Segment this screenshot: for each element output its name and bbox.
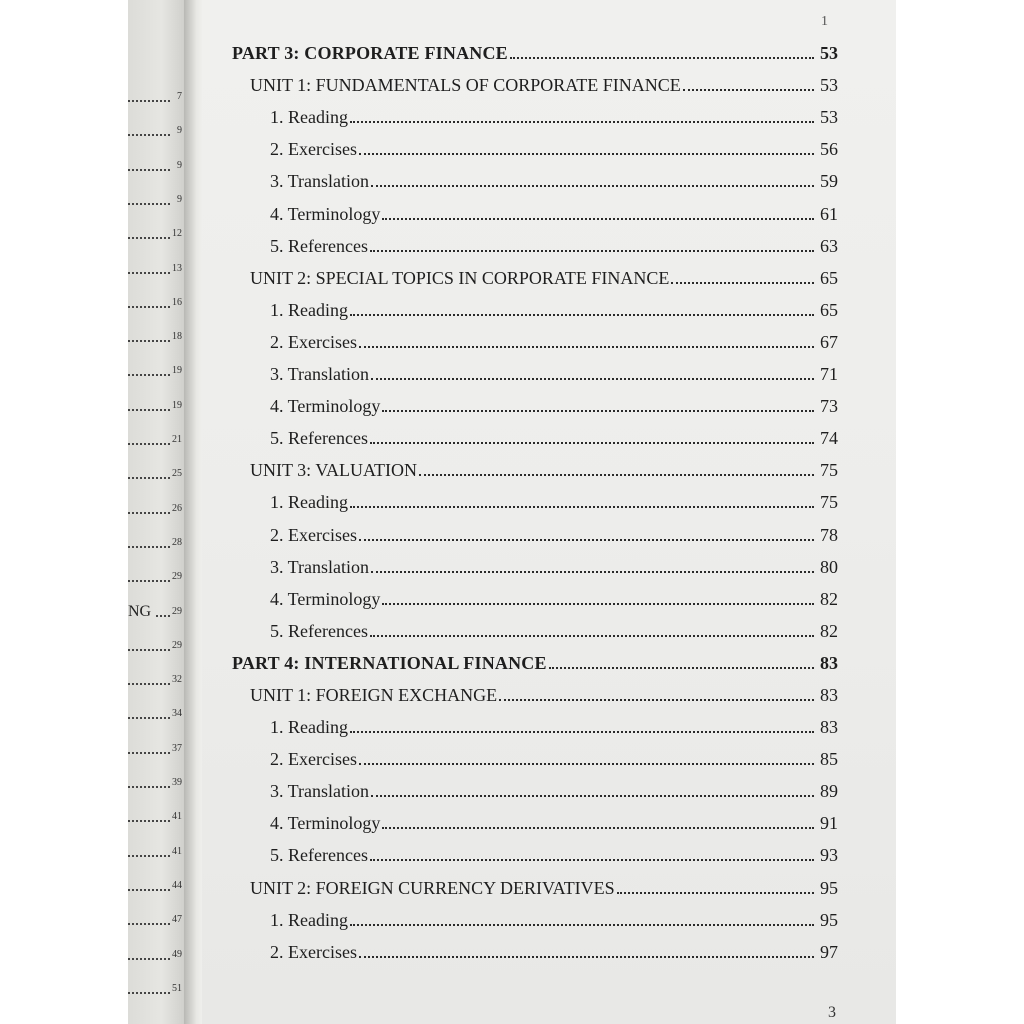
toc-item-row	[232, 578, 838, 610]
toc-page-number: 65	[820, 267, 838, 288]
toc-page-number: 53	[820, 43, 838, 64]
left-page-entry	[128, 843, 184, 863]
dot-leader	[128, 786, 170, 788]
dot-leader	[128, 855, 170, 857]
toc-item-row	[232, 385, 838, 417]
toc-page-number: 82	[820, 588, 838, 609]
left-page-entry	[128, 122, 184, 142]
toc-entry-label: UNIT 2: SPECIAL TOPICS IN CORPORATE FINANCE	[250, 267, 670, 288]
toc-page-number: 89	[820, 781, 838, 802]
left-page-number: 19	[172, 399, 182, 411]
dot-leader	[128, 717, 170, 719]
left-page-entry	[128, 568, 184, 588]
toc-item-row	[232, 289, 838, 321]
left-page-number: 34	[172, 708, 182, 720]
dot-leader	[683, 89, 814, 91]
left-page-entry	[128, 328, 184, 348]
left-page-entry	[128, 774, 184, 794]
dot-leader	[128, 306, 170, 308]
dot-leader	[128, 649, 170, 651]
toc-entry-label: PART 3: CORPORATE FINANCE	[232, 43, 508, 64]
toc-unit-row	[232, 257, 838, 289]
left-page-entry	[128, 88, 184, 108]
dot-leader	[382, 603, 814, 605]
left-page-entry	[128, 603, 184, 623]
left-page-entry	[128, 671, 184, 691]
left-page-entry	[128, 397, 184, 417]
toc-entry-label: 1. Reading	[270, 299, 348, 320]
toc-entry-label: 2. Exercises	[270, 749, 357, 770]
toc-page-number: 93	[820, 845, 838, 866]
dot-leader	[350, 506, 814, 508]
toc-page-number: 95	[820, 909, 838, 930]
page-top-mark: 1	[821, 14, 828, 29]
dot-leader	[128, 443, 170, 445]
toc-entry-label: 5. References	[270, 845, 368, 866]
toc-entry-label: 2. Exercises	[270, 331, 357, 352]
left-page-number: 12	[172, 228, 182, 240]
dot-leader	[128, 203, 170, 205]
toc-unit-row	[232, 674, 838, 706]
toc-entry-label: 1. Reading	[270, 717, 348, 738]
left-page-entry	[128, 877, 184, 897]
toc-page-number: 73	[820, 396, 838, 417]
dot-leader	[371, 378, 814, 380]
toc-page-number: 82	[820, 620, 838, 641]
left-page-number: 9	[177, 193, 182, 205]
toc-page-number: 80	[820, 556, 838, 577]
dot-leader	[128, 237, 170, 239]
left-page-entry	[128, 157, 184, 177]
toc-entry-label: 4. Terminology	[270, 396, 381, 417]
dot-leader	[128, 683, 170, 685]
dot-leader	[370, 859, 814, 861]
left-page-number: 51	[172, 982, 182, 994]
dot-leader	[371, 185, 814, 187]
toc-entry-label: PART 4: INTERNATIONAL FINANCE	[232, 652, 547, 673]
dot-leader	[128, 272, 170, 274]
dot-leader	[128, 752, 170, 754]
toc-page-number: 71	[820, 364, 838, 385]
toc-page-number: 75	[820, 460, 838, 481]
toc-part-row	[232, 642, 838, 674]
dot-leader	[128, 134, 170, 136]
toc-page-number: 75	[820, 492, 838, 513]
dot-leader	[499, 699, 814, 701]
dot-leader	[382, 410, 814, 412]
dot-leader	[419, 474, 814, 476]
toc-page-number: 61	[820, 203, 838, 224]
dot-leader	[510, 57, 814, 59]
toc-part-row	[232, 32, 838, 64]
toc-item-row	[232, 128, 838, 160]
left-page-entry	[128, 911, 184, 931]
toc-entry-label: 3. Translation	[270, 781, 370, 802]
left-page-entry	[128, 740, 184, 760]
dot-leader	[671, 282, 814, 284]
left-page-number: 29	[172, 605, 182, 617]
left-page-number: 29	[172, 571, 182, 583]
left-page-number: 39	[172, 777, 182, 788]
left-page-entry	[128, 637, 184, 657]
toc-entry-label: 1. Reading	[270, 492, 348, 513]
dot-leader	[359, 539, 814, 541]
dot-leader	[128, 958, 170, 960]
left-page-entry	[128, 362, 184, 382]
left-page-number: 47	[172, 914, 182, 926]
dot-leader	[128, 992, 170, 994]
toc-page-number: 63	[820, 235, 838, 256]
dot-leader	[128, 374, 170, 376]
toc-item-row	[232, 353, 838, 385]
toc-entry-label: 4. Terminology	[270, 203, 381, 224]
toc-page-number: 78	[820, 524, 838, 545]
dot-leader	[128, 409, 170, 411]
toc-page	[202, 0, 896, 1024]
left-page-number: 25	[172, 468, 182, 480]
toc-entry-label: 5. References	[270, 620, 368, 641]
toc-page-number: 53	[820, 75, 838, 96]
left-page-number: 9	[177, 159, 182, 171]
toc-entry-label: 5. References	[270, 428, 368, 449]
dot-leader	[128, 340, 170, 342]
dot-leader	[359, 763, 814, 765]
dot-leader	[128, 580, 170, 582]
toc-item-row	[232, 96, 838, 128]
dot-leader	[617, 892, 814, 894]
book-gutter	[184, 0, 202, 1024]
left-page-entry	[128, 294, 184, 314]
dot-leader	[350, 924, 814, 926]
left-page-number: 26	[172, 502, 182, 514]
toc-item-row	[232, 706, 838, 738]
toc-item-row	[232, 610, 838, 642]
dot-leader	[382, 218, 814, 220]
left-page-entry	[128, 191, 184, 211]
left-page-number: 44	[172, 879, 182, 891]
left-page-number: 37	[172, 742, 182, 754]
left-page-entry	[128, 808, 184, 828]
dot-leader	[371, 795, 814, 797]
toc-entry-label: 2. Exercises	[270, 139, 357, 160]
left-page-number: 9	[177, 125, 182, 137]
toc-page-number: 95	[820, 877, 838, 898]
toc-page-number: 91	[820, 813, 838, 834]
toc-entry-label: 2. Exercises	[270, 941, 357, 962]
left-facing-page	[128, 0, 184, 1024]
toc-item-row	[232, 546, 838, 578]
toc-entry-label: 3. Translation	[270, 556, 370, 577]
dot-leader	[128, 923, 170, 925]
dot-leader	[128, 169, 170, 171]
dot-leader	[350, 121, 814, 123]
toc-entry-label: 3. Translation	[270, 171, 370, 192]
toc-item-row	[232, 513, 838, 545]
toc-item-row	[232, 225, 838, 257]
left-page-number: 7	[177, 91, 182, 102]
toc-entry-label: UNIT 1: FUNDAMENTALS OF CORPORATE FINANCE	[250, 75, 681, 96]
dot-leader	[370, 635, 814, 637]
left-page-entry	[128, 431, 184, 451]
dot-leader	[371, 571, 814, 573]
dot-leader	[549, 667, 814, 669]
dot-leader	[128, 889, 170, 891]
dot-leader	[370, 442, 814, 444]
dot-leader	[128, 512, 170, 514]
toc-page-number: 97	[820, 941, 838, 962]
dot-leader	[156, 615, 170, 617]
dot-leader	[359, 956, 814, 958]
dot-leader	[359, 346, 814, 348]
left-page-entry	[128, 946, 184, 966]
toc-item-row	[232, 481, 838, 513]
toc-item-row	[232, 834, 838, 866]
left-page-number: 21	[172, 434, 182, 445]
left-page-entry	[128, 980, 184, 1000]
left-page-number: 41	[172, 811, 182, 823]
toc-page-number: 85	[820, 749, 838, 770]
left-page-number: 19	[172, 365, 182, 377]
toc-page-number: 83	[820, 717, 838, 738]
toc-entry-label: 3. Translation	[270, 364, 370, 385]
dot-leader	[359, 153, 814, 155]
photo-border-right	[896, 0, 1024, 1024]
dot-leader	[128, 477, 170, 479]
toc-page-number: 59	[820, 171, 838, 192]
toc-page-number: 65	[820, 299, 838, 320]
left-page-number: 16	[172, 296, 182, 308]
toc-item-row	[232, 160, 838, 192]
left-page-number: 32	[172, 674, 182, 686]
toc-page-number: 56	[820, 139, 838, 160]
left-page-number: 13	[172, 262, 182, 274]
toc-entry-label: 4. Terminology	[270, 813, 381, 834]
toc-page-number: 83	[820, 652, 838, 673]
dot-leader	[370, 250, 814, 252]
toc-page-number: 74	[820, 428, 838, 449]
left-page-entry	[128, 534, 184, 554]
toc-page-number: 83	[820, 684, 838, 705]
page-number: 3	[828, 1004, 836, 1021]
toc-page-number: 67	[820, 331, 838, 352]
toc-item-row	[232, 931, 838, 963]
table-of-contents	[232, 32, 838, 963]
left-page-number: 49	[172, 948, 182, 960]
left-page-number: 28	[172, 536, 182, 548]
toc-entry-label: 4. Terminology	[270, 588, 381, 609]
toc-entry-label: 5. References	[270, 235, 368, 256]
left-page-number: 29	[172, 639, 182, 651]
toc-unit-row	[232, 64, 838, 96]
left-page-number: 41	[172, 845, 182, 857]
dot-leader	[350, 314, 814, 316]
toc-item-row	[232, 738, 838, 770]
toc-entry-label: UNIT 3: VALUATION	[250, 460, 418, 481]
toc-item-row	[232, 802, 838, 834]
toc-item-row	[232, 899, 838, 931]
toc-entry-label: UNIT 2: FOREIGN CURRENCY DERIVATIVES	[250, 877, 615, 898]
toc-item-row	[232, 321, 838, 353]
toc-entry-label: UNIT 1: FOREIGN EXCHANGE	[250, 684, 498, 705]
toc-entry-label: 1. Reading	[270, 107, 348, 128]
left-page-number: 18	[172, 331, 182, 343]
toc-page-number: 53	[820, 107, 838, 128]
left-page-entry	[128, 465, 184, 485]
left-page-entry	[128, 225, 184, 245]
toc-item-row	[232, 192, 838, 224]
left-page-entry	[128, 260, 184, 280]
dot-leader	[128, 100, 170, 102]
left-page-text-fragment: NG	[128, 602, 152, 620]
photo-border-left	[0, 0, 128, 1024]
toc-item-row	[232, 417, 838, 449]
toc-item-row	[232, 770, 838, 802]
toc-unit-row	[232, 449, 838, 481]
dot-leader	[128, 820, 170, 822]
left-page-entry	[128, 500, 184, 520]
toc-entry-label: 1. Reading	[270, 909, 348, 930]
toc-unit-row	[232, 866, 838, 898]
toc-entry-label: 2. Exercises	[270, 524, 357, 545]
dot-leader	[128, 546, 170, 548]
dot-leader	[350, 731, 814, 733]
left-page-entry	[128, 705, 184, 725]
dot-leader	[382, 827, 814, 829]
